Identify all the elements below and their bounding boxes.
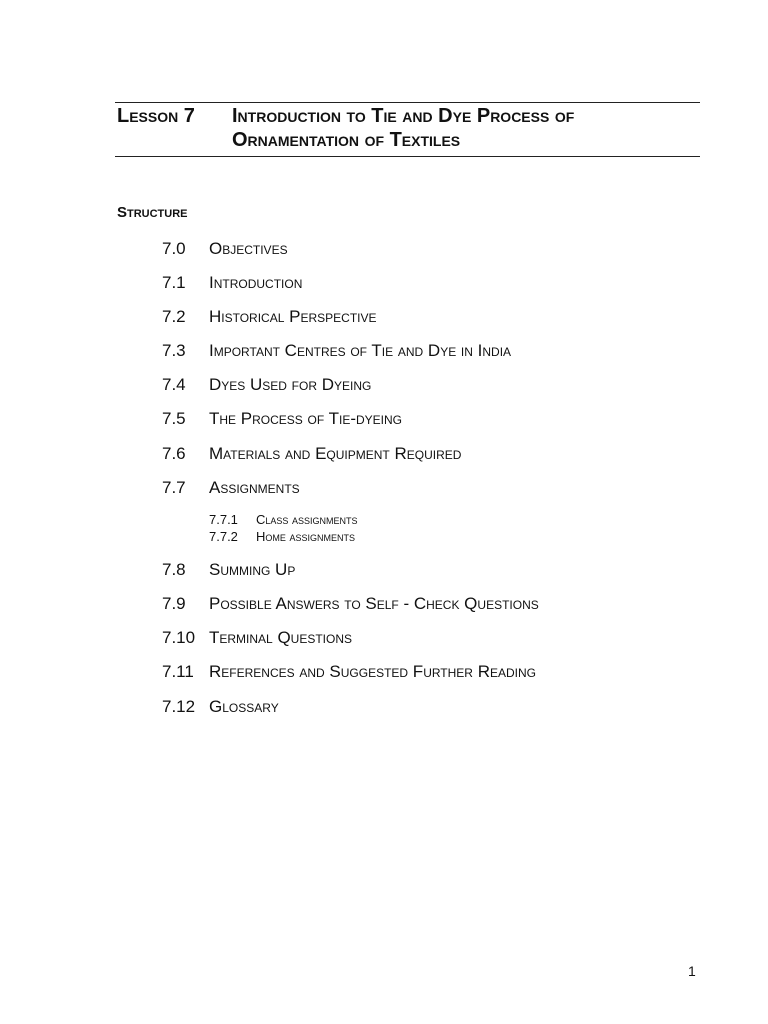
toc-item-number: 7.3 — [162, 341, 186, 360]
toc-item-number: 7.12 — [162, 697, 196, 716]
toc-item-label: Dyes Used for Dyeing — [209, 375, 372, 394]
toc-item-number: 7.0 — [162, 239, 186, 258]
toc-item — [162, 628, 352, 648]
toc-item-label: Terminal Questions — [209, 628, 353, 647]
toc-item-label: References and Suggested Further Reading — [209, 662, 536, 681]
lesson-title: Introduction to Tie and Dye Process of Ornamentation of Textiles — [232, 105, 575, 151]
header-rule-top — [115, 102, 700, 103]
toc-item-label: Objectives — [209, 239, 288, 258]
header-rule-bottom — [115, 156, 700, 157]
toc-subitem-label: Home assignments — [256, 529, 356, 544]
toc-subitem — [209, 529, 355, 545]
toc-item-label: The Process of Tie-dyeing — [209, 409, 402, 428]
toc-item — [162, 239, 288, 259]
toc-subitem-number: 7.7.1 — [209, 512, 238, 527]
toc-item — [162, 594, 539, 614]
toc-item-label: Materials and Equipment Required — [209, 444, 462, 463]
toc-item — [162, 375, 371, 395]
page-number: 1 — [688, 963, 696, 979]
toc-item-label: Historical Perspective — [209, 307, 377, 326]
toc-item — [162, 560, 295, 580]
toc-subitem-label: Class assignments — [256, 512, 358, 527]
toc-item-number: 7.6 — [162, 444, 186, 463]
toc-item-number: 7.10 — [162, 628, 196, 647]
toc-item-label: Possible Answers to Self - Check Questions — [209, 594, 539, 613]
lesson-label: Lesson 7 — [117, 105, 195, 127]
toc-item — [162, 662, 536, 682]
toc-item-label: Summing Up — [209, 560, 296, 579]
toc-item-label: Glossary — [209, 697, 279, 716]
structure-heading: Structure — [117, 204, 188, 221]
toc-item — [162, 444, 461, 464]
toc-item-label: Introduction — [209, 273, 303, 292]
toc-item — [162, 697, 279, 717]
toc-subitem — [209, 512, 358, 528]
toc-item-label: Assignments — [209, 478, 300, 497]
toc-item-number: 7.4 — [162, 375, 186, 394]
toc-item-number: 7.9 — [162, 594, 186, 613]
toc-item — [162, 409, 402, 429]
toc-item — [162, 273, 302, 293]
toc-item-number: 7.7 — [162, 478, 186, 497]
toc-item-number: 7.8 — [162, 560, 186, 579]
toc-item — [162, 307, 377, 327]
toc-subitem-number: 7.7.2 — [209, 529, 238, 544]
toc-item-number: 7.2 — [162, 307, 186, 326]
toc-item-number: 7.1 — [162, 273, 186, 292]
toc-item-number: 7.5 — [162, 409, 186, 428]
toc-item — [162, 341, 511, 361]
toc-item — [162, 478, 300, 498]
toc-item-number: 7.11 — [162, 662, 194, 681]
toc-item-label: Important Centres of Tie and Dye in India — [209, 341, 512, 360]
